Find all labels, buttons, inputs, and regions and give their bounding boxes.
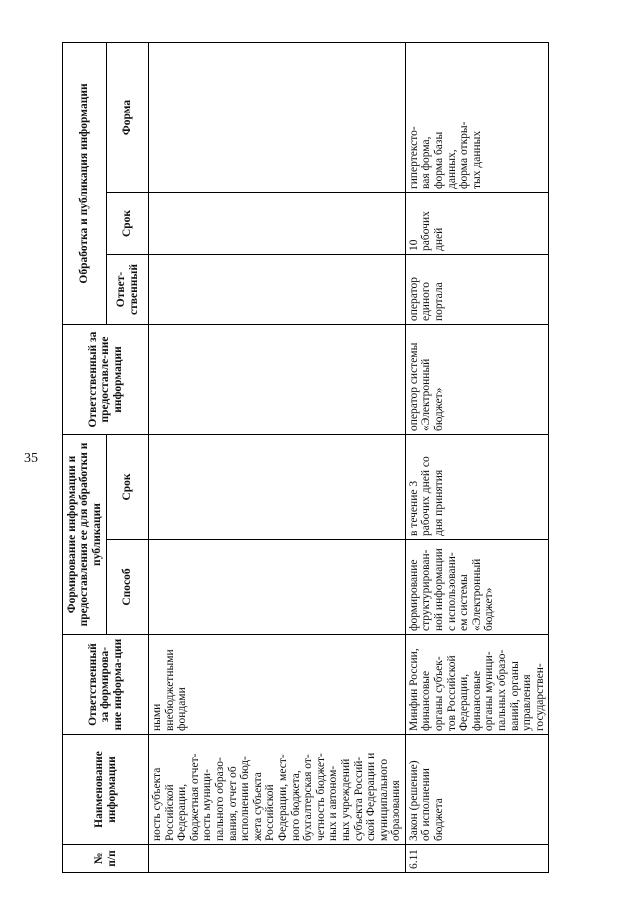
row1-num	[149, 845, 406, 873]
header-name: Наименование информации	[63, 735, 149, 845]
row2-resp-provide: оператор системы «Электронный бюджет»	[405, 325, 549, 435]
row1-resp-provide	[149, 325, 406, 435]
header-num: № п/п	[63, 845, 149, 873]
row1-method	[149, 540, 406, 635]
row1-resp-form: ными внебюджетными фондами	[149, 635, 406, 735]
row1-term	[149, 435, 406, 540]
header-resp-provide: Ответственный за предоставле-ние информации	[63, 325, 149, 435]
table-row	[149, 42, 406, 872]
table-row	[405, 42, 549, 872]
row2-resp-form: Минфин России, финансовые органы субъек- тов Российской Федерации, финансовые органы муници- пальных образо- ваний, органы управления государствен-	[405, 635, 549, 735]
header-responsible: Ответ-ственный	[107, 255, 149, 325]
rotated-table-wrapper	[62, 43, 546, 873]
row1-responsible	[149, 255, 406, 325]
header-form: Форма	[107, 42, 149, 192]
row1-name: ность субъекта Российской Федерации, бюджетная отчет- ность муници- пального образо- вания, отчет об исполнении бюд- жета субъекта Российской Федерации, мест- ного бюджета, бухгалтерская от- четность бюджет- ных и автоном- ных учреждений субъекта Россий- ской Федерации и муниципального образования	[149, 735, 406, 845]
row2-form: гипертексто- вая форма, форма базы данных, форма откры- тых данных	[405, 42, 549, 192]
row1-form	[149, 42, 406, 192]
row2-name: Закон (решение) об исполнении бюджета	[405, 735, 549, 845]
row2-method: формирование структурирован- ной информации с использовани- ем системы «Электронный бюджет»	[405, 540, 549, 635]
information-table	[62, 42, 549, 873]
row2-term: в течение 3 рабочих дней со дня принятия	[405, 435, 549, 540]
row2-term2: 10 рабочих дней	[405, 193, 549, 255]
header-method: Способ	[107, 540, 149, 635]
page-number: 35	[24, 451, 38, 466]
header-term2: Срок	[107, 193, 149, 255]
row1-term2	[149, 193, 406, 255]
header-resp-form: Ответственный за формирова-ние информа-ции	[63, 635, 149, 735]
header-term: Срок	[107, 435, 149, 540]
header-processing-group: Обработка и публикация информации	[63, 42, 107, 324]
header-formation-group: Формирование информации и предоставления ее для обработки и публикации	[63, 435, 107, 635]
row2-num: 6.11	[405, 845, 549, 873]
row2-responsible: оператор единого портала	[405, 255, 549, 325]
